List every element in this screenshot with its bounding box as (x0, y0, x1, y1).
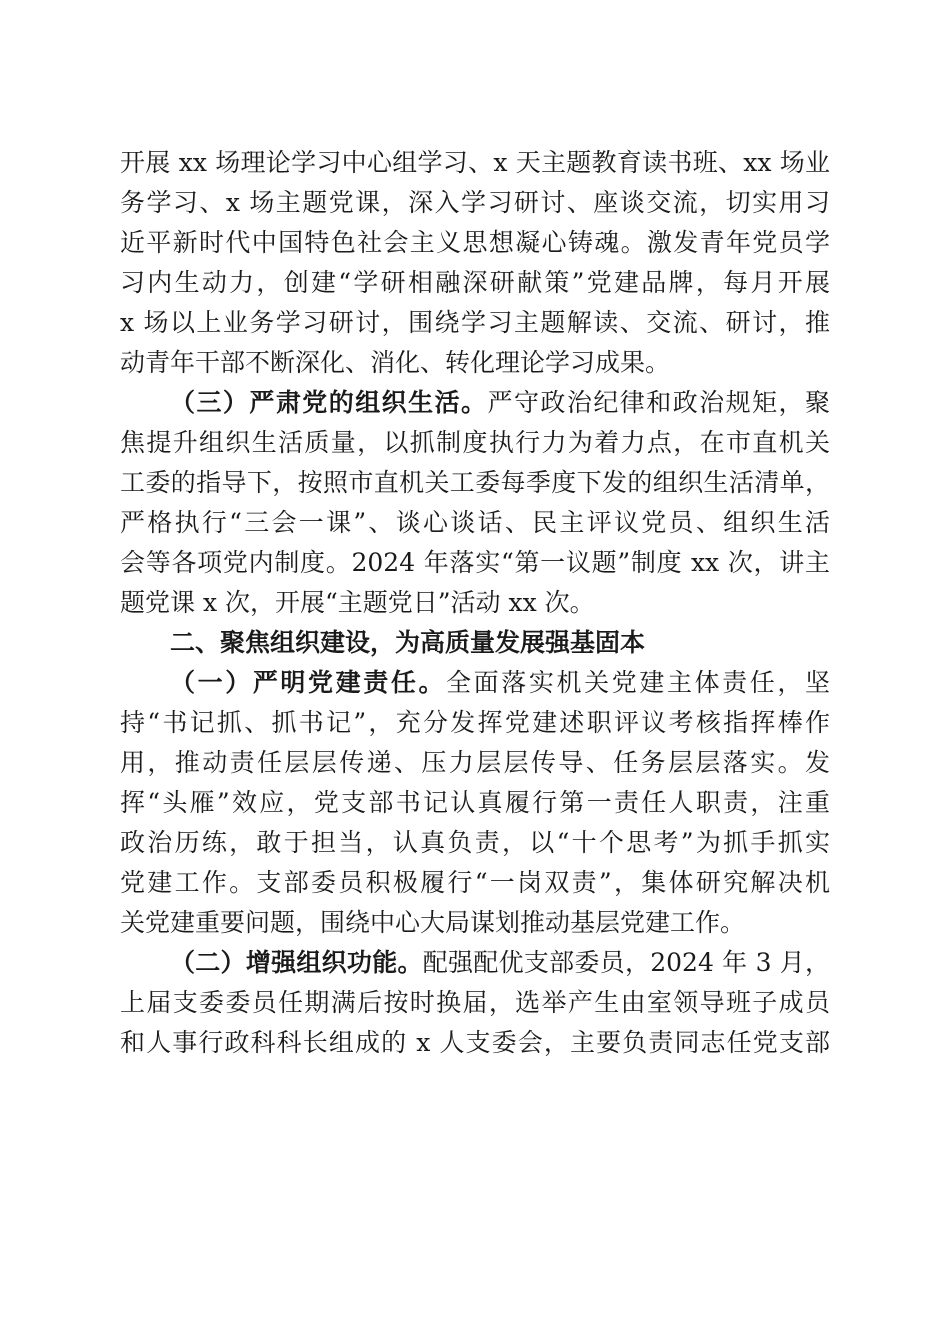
text-line: 会等各项党内制度。2024 年落实“第一议题”制度 xx 次，讲主 (120, 548, 830, 577)
paragraph-first-line (120, 383, 830, 423)
paragraph-title: （二）增强组织功能。 (170, 948, 423, 977)
paragraph-first-line (120, 663, 830, 703)
paragraph-organization-life (120, 383, 830, 623)
text-line: 关党建重要问题，围绕中心大局谋划推动基层党建工作。 (120, 908, 746, 937)
paragraph-text: 全面落实机关党建主体责任，坚 (446, 668, 830, 697)
text-line: 题党课 x 次，开展“主题党日”活动 xx 次。 (120, 588, 595, 617)
paragraph-party-responsibility (120, 663, 830, 943)
text-line: 工委的指导下，按照市直机关工委每季度下发的组织生活清单， (120, 468, 830, 497)
paragraph-organization-function (120, 943, 830, 1063)
paragraph-study (120, 143, 830, 383)
text-line: x 场以上业务学习研讨，围绕学习主题解读、交流、研讨，推 (120, 308, 830, 337)
text-line: 党建工作。支部委员积极履行“一岗双责”，集体研究解决机 (120, 868, 830, 897)
text-line: 近平新时代中国特色社会主义思想凝心铸魂。激发青年党员学 (120, 228, 830, 257)
text-line: 挥“头雁”效应，党支部书记认真履行第一责任人职责，注重 (120, 788, 830, 817)
text-line: 动青年干部不断深化、消化、转化理论学习成果。 (120, 348, 671, 377)
document-body (120, 143, 830, 1063)
paragraph-title: （一）严明党建责任。 (170, 668, 447, 697)
paragraph-title: （三）严肃党的组织生活。 (170, 388, 488, 417)
text-line: 政治历练，敢于担当，认真负责，以“十个思考”为抓手抓实 (120, 828, 830, 857)
section-heading: 二、聚焦组织建设，为高质量发展强基固本 (170, 628, 646, 657)
paragraph-text: 配强配优支部委员，2024 年 3 月， (422, 948, 830, 977)
text-line: 严格执行“三会一课”、谈心谈话、民主评议党员、组织生活 (120, 508, 830, 537)
text-line: 开展 xx 场理论学习中心组学习、x 天主题教育读书班、xx 场业 (120, 148, 830, 177)
text-line: 习内生动力，创建“学研相融深研献策”党建品牌，每月开展 (120, 268, 830, 297)
text-line: 务学习、x 场主题党课，深入学习研讨、座谈交流，切实用习 (120, 188, 830, 217)
text-line: 用，推动责任层层传递、压力层层传导、任务层层落实。发 (120, 748, 830, 777)
text-line: 上届支委委员任期满后按时换届，选举产生由室领导班子成员 (120, 988, 830, 1017)
paragraph-text: 严守政治纪律和政治规矩，聚 (487, 388, 830, 417)
text-line: 和人事行政科科长组成的 x 人支委会，主要负责同志任党支部 (120, 1028, 830, 1057)
text-line: 焦提升组织生活质量，以抓制度执行力为着力点，在市直机关 (120, 428, 830, 457)
text-line: 持“书记抓、抓书记”，充分发挥党建述职评议考核指挥棒作 (120, 708, 830, 737)
paragraph-first-line (120, 943, 830, 983)
